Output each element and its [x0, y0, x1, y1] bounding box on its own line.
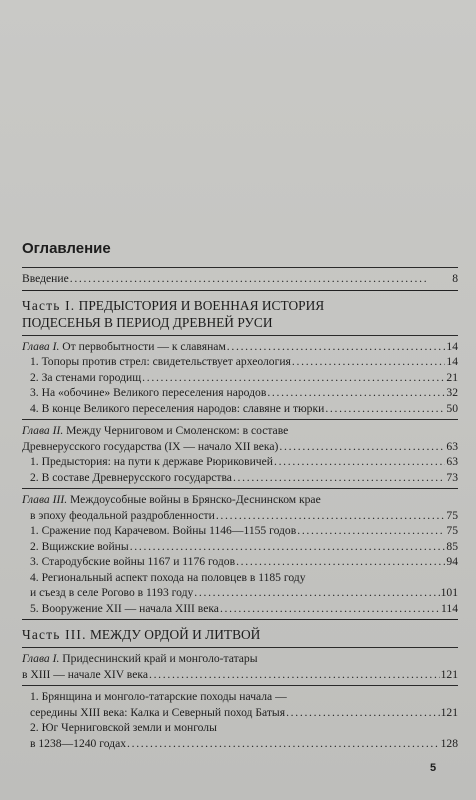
entry-title: 5. Вооружение XII — начала XIII века [30, 601, 219, 615]
chapter-title: Междоусобные войны в Брянско-Деснинском крае [70, 493, 321, 506]
part-label: Часть I. [22, 297, 76, 313]
entry-page: 73 [446, 470, 458, 484]
table-of-contents [22, 240, 458, 754]
entry-page: 75 [446, 524, 458, 537]
toc-entry-section [22, 454, 458, 470]
toc-heading: Оглавление [22, 240, 111, 257]
chapter-title-line-1 [22, 492, 458, 508]
toc-entry-section [22, 401, 458, 417]
entry-title: 1. Сражение под Карачевом. Войны 1146—1155 годов [30, 524, 297, 537]
entry-page: 21 [446, 370, 458, 384]
page-number: 5 [430, 762, 437, 774]
entry-page: 8 [452, 272, 458, 285]
toc-entry-section [22, 354, 458, 370]
entry-title: 1. Топоры против стрел: свидетельствует археология [30, 355, 291, 368]
entry-title: 2. За стенами городищ [30, 370, 142, 384]
leader-dots [142, 370, 445, 386]
section-title-line-1: 4. Региональный аспект похода на половцев в 1185 году [30, 570, 306, 584]
leader-dots [220, 601, 440, 617]
entry-title: 1. Предыстория: на пути к державе Рюриковичей [30, 455, 273, 468]
section-title-line-1: 2. Юг Черниговской земли и монголы [30, 721, 217, 734]
toc-entry-chapter [22, 667, 458, 683]
part-1-heading [22, 297, 458, 331]
entry-page: 50 [446, 401, 458, 415]
chapter-label: Глава I. [22, 652, 60, 665]
section-title-line-2: и съезд в селе Рогово в 1193 году [30, 586, 194, 599]
chapter-label: Глава III. [22, 493, 68, 506]
leader-dots [297, 523, 445, 539]
entry-title: Введение [22, 272, 69, 285]
entry-title: 2. В составе Древнерусского государства [30, 470, 232, 484]
leader-dots [267, 385, 445, 401]
entry-page: 75 [446, 508, 458, 522]
part-3-chapter-1-sections [22, 686, 458, 754]
entry-title: 2. Вщижские войны [30, 539, 129, 553]
chapter-1-block [22, 336, 458, 420]
entry-page: 63 [446, 455, 458, 468]
chapter-title-line-2: Древнерусского государства (IX — начало XII века) [22, 439, 279, 453]
toc-entry-section [22, 585, 458, 601]
part-label: Часть III. [22, 627, 87, 642]
toc-entry-section [22, 385, 458, 401]
entry-page: 101 [440, 586, 458, 599]
leader-dots [274, 454, 445, 470]
leader-dots [279, 439, 445, 455]
entry-page: 14 [446, 355, 458, 368]
chapter-label: Глава I. [22, 339, 60, 353]
toc-entry-intro [22, 271, 458, 287]
toc-intro-block [22, 268, 458, 290]
leader-dots [149, 667, 440, 683]
chapter-2-block [22, 420, 458, 488]
toc-entry-section [22, 370, 458, 386]
entry-title: 3. На «обочине» Великого переселения народов [30, 386, 267, 399]
section-title-line-2: середины XIII века: Калка и Северный поход Батыя [30, 705, 286, 719]
toc-entry-section [22, 601, 458, 617]
section-title-line-2: в 1238—1240 годах [30, 736, 127, 750]
chapter-title: Между Черниговом и Смоленском: в составе [66, 424, 289, 437]
chapter-title-line-2: в XIII — начале XIV века [22, 667, 148, 681]
leader-dots [286, 705, 440, 721]
toc-entry-section [22, 523, 458, 539]
chapter-title: Придеснинский край и монголо-татары [62, 652, 258, 665]
entry-page: 128 [440, 736, 458, 750]
section-title-line-1: 1. Брянщина и монголо-татарские походы начала — [30, 690, 287, 703]
toc-entry-section [22, 554, 458, 570]
chapter-title-line-1 [22, 423, 458, 439]
chapter-title-line-1 [22, 651, 458, 667]
leader-dots [233, 470, 445, 486]
part-3-heading [22, 626, 458, 643]
leader-dots [130, 539, 446, 555]
divider [22, 619, 458, 620]
toc-entry-section [22, 736, 458, 752]
entry-page: 32 [446, 386, 458, 399]
toc-entry-section [22, 470, 458, 486]
leader-dots [292, 354, 446, 370]
leader-dots [194, 585, 439, 601]
part-3-chapter-1-block [22, 648, 458, 685]
entry-page: 14 [446, 339, 458, 353]
leader-dots [236, 554, 445, 570]
leader-dots [325, 401, 445, 417]
entry-page: 114 [441, 601, 458, 615]
entry-page: 63 [446, 439, 458, 453]
toc-entry-chapter [22, 508, 458, 524]
toc-entry-chapter [22, 439, 458, 455]
entry-page: 94 [446, 555, 458, 568]
divider [22, 290, 458, 291]
entry-page: 85 [446, 539, 458, 553]
leader-dots [127, 736, 440, 752]
toc-entry-section [22, 705, 458, 721]
part-title-line-1: ПРЕДЫСТОРИЯ И ВОЕННАЯ ИСТОРИЯ [78, 297, 325, 313]
chapter-label: Глава II. [22, 424, 64, 437]
chapter-3-block [22, 489, 458, 619]
leader-dots [70, 271, 451, 287]
entry-title: 3. Стародубские войны 1167 и 1176 годов [30, 555, 236, 568]
entry-page: 121 [440, 667, 458, 681]
part-title: МЕЖДУ ОРДОЙ И ЛИТВОЙ [89, 627, 261, 642]
toc-entry-chapter [22, 339, 458, 355]
entry-title: 4. В конце Великого переселения народов: славяне и тюрки [30, 401, 325, 415]
chapter-title: От первобытности — к славянам [62, 339, 226, 353]
part-title-line-2: ПОДЕСЕНЬЯ В ПЕРИОД ДРЕВНЕЙ РУСИ [22, 314, 273, 330]
leader-dots [227, 339, 446, 355]
toc-entry-section [22, 539, 458, 555]
entry-page: 121 [440, 705, 458, 719]
leader-dots [216, 508, 446, 524]
chapter-title-line-2: в эпоху феодальной раздробленности [30, 508, 215, 522]
